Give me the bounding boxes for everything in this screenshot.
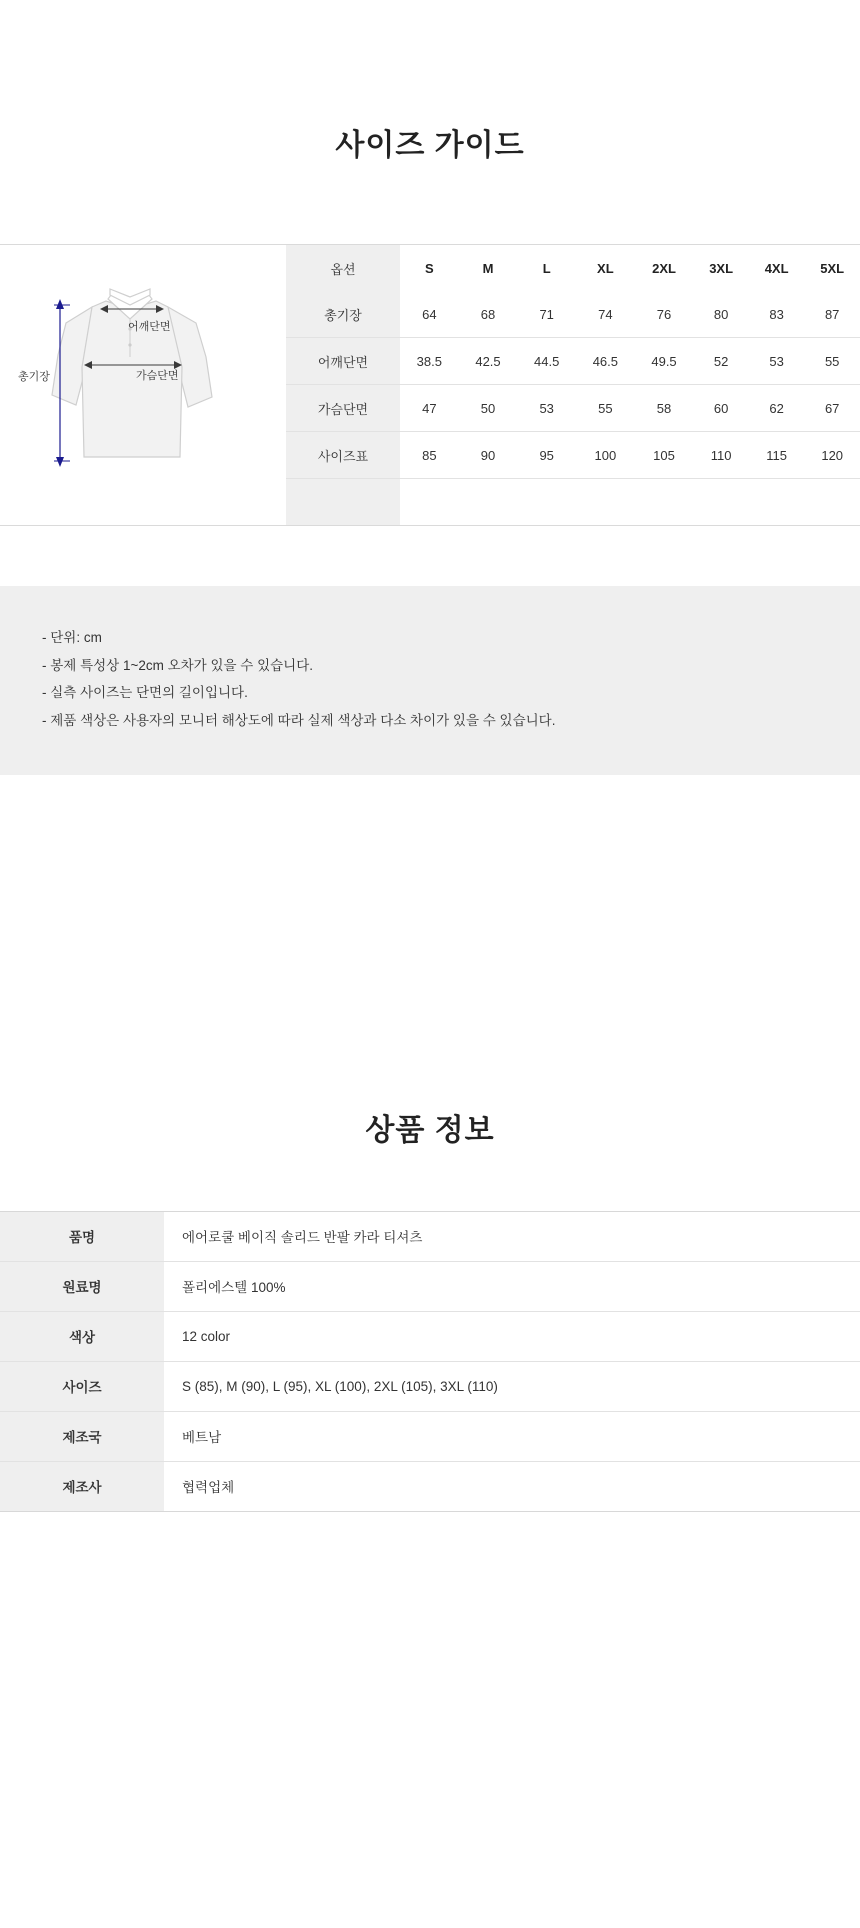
note-line: - 실측 사이즈는 단면의 길이입니다. [42, 685, 248, 701]
size-cell: 60 [693, 385, 749, 432]
size-cell: 110 [693, 432, 749, 479]
table-row [0, 1461, 860, 1511]
size-cell: 38.5 [400, 338, 459, 385]
size-cell: 55 [804, 338, 860, 385]
size-cell: 50 [459, 385, 518, 432]
table-row [0, 1361, 860, 1411]
size-cell: 49.5 [635, 338, 694, 385]
size-table-header-option: 옵션 [286, 245, 400, 291]
product-info-title: 상품 정보 [365, 1113, 495, 1147]
product-info-table [0, 1211, 860, 1512]
size-cell: 76 [635, 291, 694, 338]
size-table-spacer-row [286, 479, 860, 526]
bottom-spacer [0, 1512, 860, 1842]
size-cell: 68 [459, 291, 518, 338]
size-cell: 100 [576, 432, 635, 479]
size-cell: 71 [517, 291, 576, 338]
table-row [286, 432, 860, 479]
size-guide-page [0, 20, 860, 1928]
note-line: - 제품 색상은 사용자의 모니터 해상도에 따라 실제 색상과 다소 차이가 있을 수 있습니다. [42, 713, 556, 729]
note-line: - 봉제 특성상 1~2cm 오차가 있을 수 있습니다. [42, 657, 314, 673]
size-cell: 85 [400, 432, 459, 479]
figure-label-chest: 가슴단면 [136, 370, 179, 383]
size-cell: 62 [749, 385, 805, 432]
size-cell: 55 [576, 385, 635, 432]
size-cell: 53 [749, 338, 805, 385]
size-row-label-shoulder: 어깨단면 [286, 338, 400, 385]
product-info-value-material: 폴리에스텔 100% [164, 1261, 860, 1311]
product-info-label-material: 원료명 [0, 1261, 164, 1311]
product-info-label-name: 품명 [0, 1211, 164, 1261]
size-table-header-4xl: 4XL [749, 245, 805, 291]
table-row [0, 1261, 860, 1311]
size-table-header-3xl: 3XL [693, 245, 749, 291]
size-guide-block [0, 244, 860, 526]
product-info-value-origin: 베트남 [164, 1411, 860, 1461]
table-row [286, 385, 860, 432]
size-cell: 58 [635, 385, 694, 432]
size-cell: 74 [576, 291, 635, 338]
note-line: - 단위: cm [42, 630, 102, 646]
size-cell: 47 [400, 385, 459, 432]
size-cell: 83 [749, 291, 805, 338]
size-table-header-l: L [517, 245, 576, 291]
table-row [0, 1411, 860, 1461]
size-notes [0, 586, 860, 775]
size-table-spacer-label [286, 479, 400, 526]
size-table-header-row [286, 245, 860, 291]
size-table-header-xl: XL [576, 245, 635, 291]
size-table [286, 245, 860, 525]
size-cell: 44.5 [517, 338, 576, 385]
size-cell: 42.5 [459, 338, 518, 385]
size-cell: 53 [517, 385, 576, 432]
size-table-spacer-cell [400, 479, 860, 526]
size-table-header-m: M [459, 245, 518, 291]
product-info-value-name: 에어로쿨 베이직 솔리드 반팔 카라 티셔츠 [164, 1211, 860, 1261]
product-info-label-manufacturer: 제조사 [0, 1461, 164, 1511]
table-row [0, 1311, 860, 1361]
size-cell: 120 [804, 432, 860, 479]
size-cell: 64 [400, 291, 459, 338]
table-row [286, 291, 860, 338]
size-row-label-size-chart: 사이즈표 [286, 432, 400, 479]
size-guide-title: 사이즈 가이드 [335, 129, 525, 163]
size-table-header-s: S [400, 245, 459, 291]
size-cell: 52 [693, 338, 749, 385]
figure-label-total-length: 총기장 [18, 371, 50, 384]
size-row-label-chest: 가슴단면 [286, 385, 400, 432]
product-info-value-color: 12 color [164, 1311, 860, 1361]
size-cell: 105 [635, 432, 694, 479]
size-cell: 87 [804, 291, 860, 338]
size-row-label-total-length: 총기장 [286, 291, 400, 338]
size-table-header-2xl: 2XL [635, 245, 694, 291]
size-cell: 80 [693, 291, 749, 338]
size-cell: 115 [749, 432, 805, 479]
table-row [0, 1211, 860, 1261]
figure-label-shoulder: 어깨단면 [128, 321, 171, 334]
product-info-value-manufacturer: 협력업체 [182, 1480, 235, 1496]
product-info-label-origin: 제조국 [0, 1411, 164, 1461]
size-cell: 67 [804, 385, 860, 432]
product-info-label-color: 색상 [0, 1311, 164, 1361]
size-table-header-5xl: 5XL [804, 245, 860, 291]
size-cell: 46.5 [576, 338, 635, 385]
product-info-value-size: S (85), M (90), L (95), XL (100), 2XL (105), 3XL (110) [164, 1361, 860, 1411]
table-row [286, 338, 860, 385]
size-cell: 95 [517, 432, 576, 479]
size-cell: 90 [459, 432, 518, 479]
product-info-label-size: 사이즈 [0, 1361, 164, 1411]
shirt-measurement-figure [0, 245, 286, 525]
